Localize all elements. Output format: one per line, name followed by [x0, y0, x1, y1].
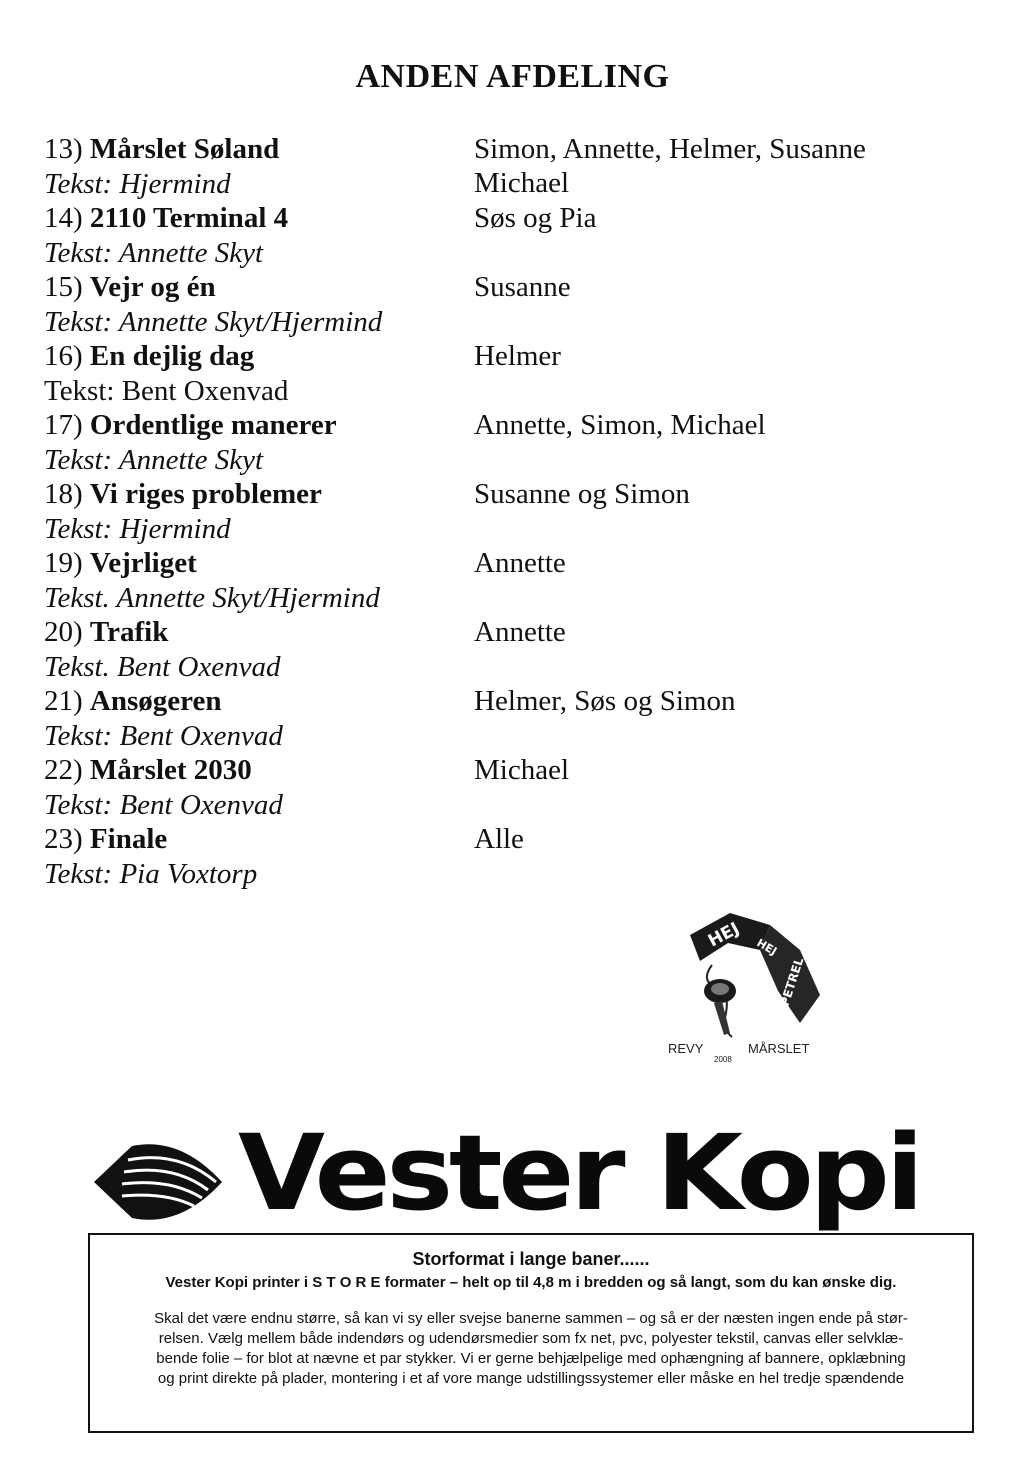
program-item-number: 17) — [44, 409, 83, 441]
program-item-performers — [474, 339, 561, 408]
program-item-info — [44, 408, 474, 477]
program-item-performers — [474, 477, 690, 546]
program-item-author: Tekst: Bent Oxenvad — [44, 720, 283, 752]
program-item-info — [44, 615, 474, 684]
program-item-title: En dejlig dag — [89, 340, 255, 372]
program-item-performers — [474, 822, 524, 891]
vester-kopi-wordmark: Vester Kopi — [238, 1112, 920, 1234]
ad-box — [88, 1233, 974, 1433]
program-item-performers — [474, 408, 766, 477]
program-item-performers — [474, 546, 566, 615]
program-item — [44, 822, 984, 891]
performer-line: Annette — [474, 616, 566, 648]
svg-text:HEJ: HEJ — [754, 936, 780, 959]
program-item-author: Tekst: Hjermind — [44, 168, 231, 200]
program-item-title: Mårslet 2030 — [89, 754, 252, 786]
program-item-title-line — [44, 339, 474, 374]
program-item-author: Tekst: Hjermind — [44, 513, 231, 545]
program-item-number: 20) — [44, 616, 83, 648]
program-item-author: Tekst. Annette Skyt/Hjermind — [44, 582, 380, 614]
program-item — [44, 546, 984, 615]
program-item-info — [44, 132, 474, 201]
program-item-info — [44, 270, 474, 339]
program-item-title-line — [44, 201, 474, 236]
program-item — [44, 477, 984, 546]
program-item — [44, 339, 984, 408]
ad-body-line: relsen. Vælg mellem både indendørs og udendørsmedier som fx net, pvc, polyester tekstil, canvas eller selvklæ- — [158, 1330, 904, 1347]
program-item-title-line — [44, 270, 474, 305]
program-item-title-line — [44, 753, 474, 788]
program-item-info — [44, 822, 474, 891]
program-item — [44, 753, 984, 822]
program-item-performers — [474, 615, 566, 684]
program-item-number: 19) — [44, 547, 83, 579]
revy-year: 2008 — [714, 1055, 732, 1064]
program-item-title-line — [44, 615, 474, 650]
program-item-title-line — [44, 546, 474, 581]
performer-line: Alle — [474, 823, 524, 855]
performer-line: Susanne og Simon — [474, 478, 690, 510]
program-item-author: Tekst: Annette Skyt/Hjermind — [44, 306, 383, 338]
performer-line: Annette, Simon, Michael — [474, 409, 766, 441]
program-item-info — [44, 546, 474, 615]
program-item-number: 18) — [44, 478, 83, 510]
program-item-number: 21) — [44, 685, 83, 717]
program-item-title: Vi riges problemer — [89, 478, 322, 510]
svg-text:HEJ: HEJ — [704, 918, 743, 952]
performer-line: Michael — [474, 167, 570, 199]
ad-body-line: Skal det være endnu større, så kan vi sy eller svejse banerne sammen – og så er der næsten ingen ende på stør- — [154, 1310, 908, 1327]
program-item-title-line — [44, 822, 474, 857]
program-item-info — [44, 201, 474, 270]
program-item-title-line — [44, 132, 474, 167]
program-item-number: 16) — [44, 340, 83, 372]
program-item-title: Finale — [89, 823, 168, 855]
program-item-title-line — [44, 477, 474, 512]
performer-line: Susanne — [474, 271, 571, 303]
ad-headline: Storformat i lange baner...... — [412, 1249, 650, 1269]
program-item-info — [44, 339, 474, 408]
program-item-title: Mårslet Søland — [89, 133, 280, 165]
program-item — [44, 201, 984, 270]
program-item-author: Tekst: Bent Oxenvad — [44, 375, 289, 407]
program-item-performers — [474, 201, 596, 270]
program-item-performers — [474, 132, 866, 201]
ad-body-line: bende folie – for blot at nævne et par stykker. Vi er gerne behjælpelige med ophængning af bannere, opklæbning — [156, 1350, 906, 1367]
program-item-author: Tekst: Annette Skyt — [44, 237, 264, 269]
program-item-number: 15) — [44, 271, 83, 303]
program-item-info — [44, 753, 474, 822]
program-item-author: Tekst. Bent Oxenvad — [44, 651, 281, 683]
ad-subheadline: Vester Kopi printer i S T O R E formater – helt op til 4,8 m i bredden og så langt, som du kan ønske dig. — [165, 1274, 897, 1291]
page-title: ANDEN AFDELING — [355, 58, 670, 95]
performer-line: Simon, Annette, Helmer, Susanne — [474, 133, 866, 165]
program-item-performers — [474, 270, 571, 339]
program-item-title: 2110 Terminal 4 — [89, 202, 289, 234]
program-item-title: Vejr og én — [89, 271, 216, 303]
program-item-title: Vejrliget — [89, 547, 197, 579]
performer-line: Annette — [474, 547, 566, 579]
svg-text:PETREL: PETREL — [777, 955, 807, 1008]
program-item — [44, 615, 984, 684]
revy-banner-icon — [660, 895, 830, 1045]
program-item-number: 22) — [44, 754, 83, 786]
program-list — [44, 132, 984, 891]
program-item-title: Ordentlige manerer — [89, 409, 337, 441]
program-item-number: 23) — [44, 823, 83, 855]
marslet-label: MÅRSLET — [748, 1041, 810, 1056]
program-item-title-line — [44, 408, 474, 443]
performer-line: Søs og Pia — [474, 202, 597, 234]
program-item — [44, 132, 984, 201]
program-item-title: Trafik — [89, 616, 169, 648]
ad-body — [110, 1309, 952, 1389]
vester-kopi-brand — [88, 1112, 988, 1234]
program-item-info — [44, 477, 474, 546]
program-item-author: Tekst: Annette Skyt — [44, 444, 264, 476]
revy-label: REVY — [668, 1041, 704, 1056]
program-item-number: 14) — [44, 202, 83, 234]
program-item — [44, 408, 984, 477]
revy-logo — [660, 895, 830, 1075]
program-item-number: 13) — [44, 133, 83, 165]
program-item — [44, 270, 984, 339]
program-item-info — [44, 684, 474, 753]
vester-kopi-logo-icon — [88, 1130, 228, 1230]
program-item-author: Tekst: Bent Oxenvad — [44, 789, 283, 821]
performer-line: Helmer, Søs og Simon — [474, 685, 736, 717]
ad-body-line: og print direkte på plader, montering i et af vore mange udstillingssystemer eller måske en hel tredje spændende — [157, 1370, 905, 1387]
program-item-performers — [474, 753, 569, 822]
performer-line: Michael — [474, 754, 570, 786]
program-item-performers — [474, 684, 735, 753]
performer-line: Helmer — [474, 340, 561, 372]
program-item — [44, 684, 984, 753]
program-item-title-line — [44, 684, 474, 719]
program-item-title: Ansøgeren — [89, 685, 222, 717]
program-item-author: Tekst: Pia Voxtorp — [44, 858, 258, 890]
